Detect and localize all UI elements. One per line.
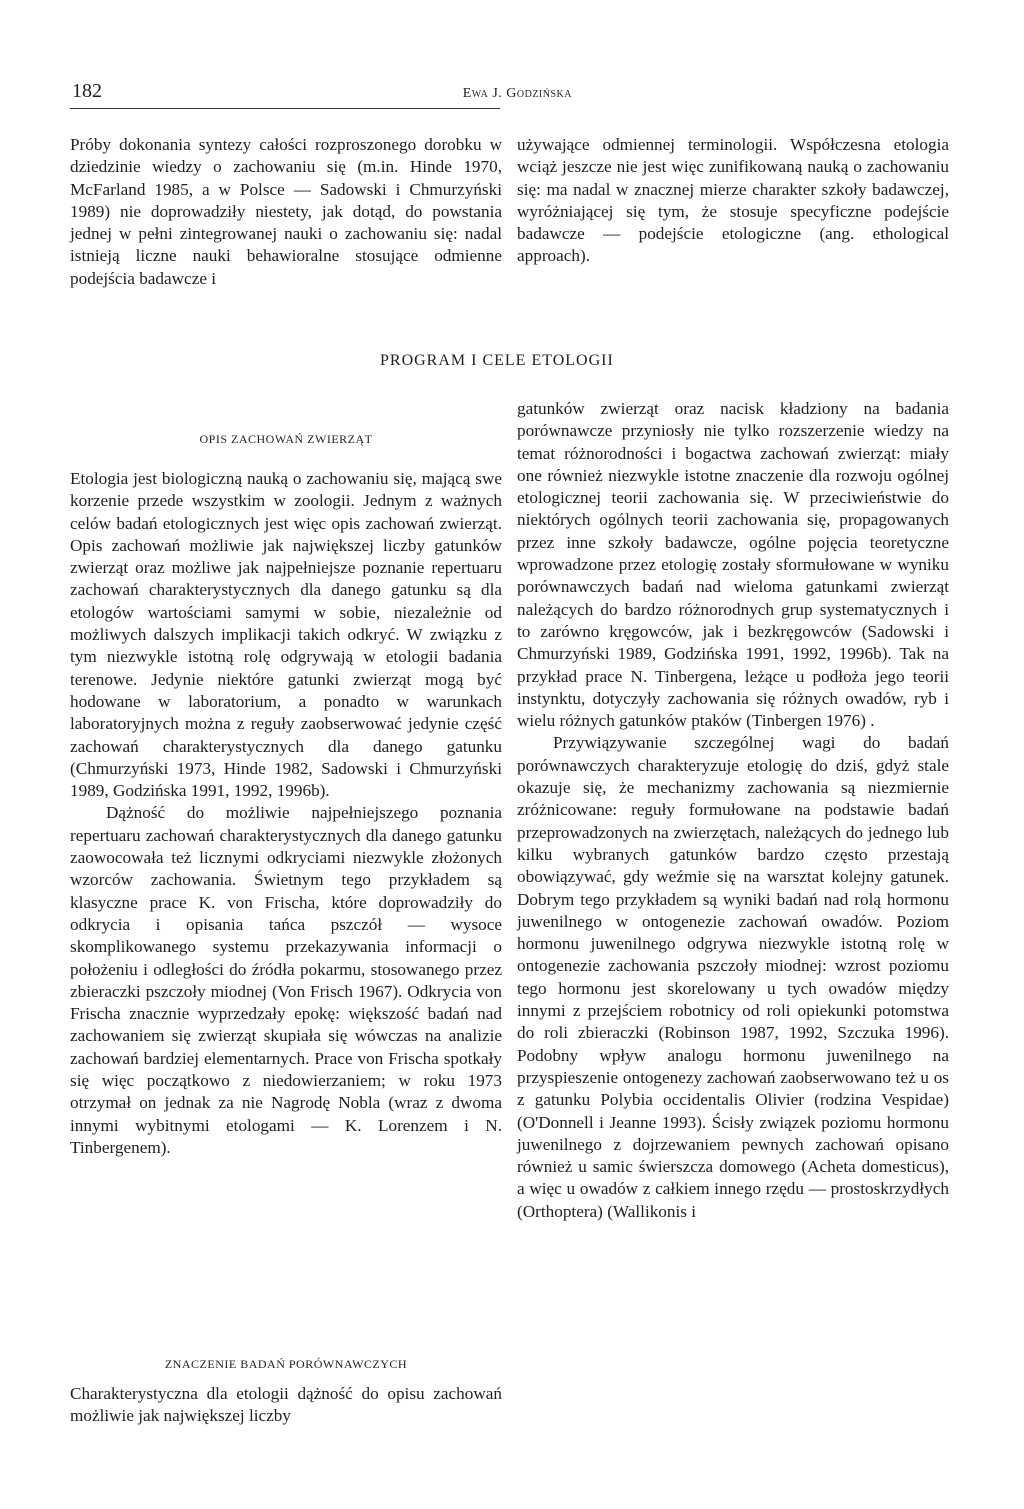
- section-heading: PROGRAM I CELE ETOLOGII: [380, 352, 614, 369]
- main-left-column: [70, 468, 502, 1159]
- main-right-column: [517, 398, 949, 1223]
- paragraph-right-1: gatunków zwierząt oraz nacisk kładziony na badania porównawcze przyniosły nie tylko rozszerzenie wiedzy na temat różnorodności i bogactwa zachowań zwierząt: miały one również niezwykle istotne znaczenie dla rozwoju ogólnej etologicznej teorii zachowania się. W przeciwieństwie do niektórych ogólnych teorii zachowania się, propagowanych przez inne szkoły badawcze, ogólne pojęcia teoretyczne wprowadzone przez etologię zostały sformułowane w wyniku porównawczych badań nad wieloma gatunkami zwierząt należących do bardzo różnorodnych grup systematycznych i to zarówno kręgowców, jak i bezkręgowców (Sadowski i Chmurzyński 1989, Godzińska 1991, 1992, 1996b). Tak na przykład prace N. Tinbergena, leżące u podłoża jego teorii instynktu, dotyczyły zachowania się różnych owadów, ryb i wielu różnych gatunków ptaków (Tinbergen 1976) .: [517, 399, 949, 731]
- subheading-znaczenie: ZNACZENIE BADAŃ PORÓWNAWCZYCH: [164, 1357, 408, 1371]
- intro-left-column: [70, 134, 502, 290]
- paragraph-left-3: Charakterystyczna dla etologii dążność do opisu zachowań możliwie jak największej liczby: [70, 1384, 502, 1426]
- bottom-left-column: [70, 1383, 502, 1428]
- intro-right-column: [517, 134, 949, 268]
- page-number: 182: [72, 80, 102, 102]
- intro-paragraph-right: używające odmiennej terminologii. Współczesna etologia wciąż jeszcze nie jest więc zunifikowaną nauką o zachowaniu się: ma nadal w znacznej mierze charakter szkoły badawczej, wyróżniającej się tym, że stosuje specyficzne podejście badawcze — podejście etologiczne (ang. ethological approach).: [517, 135, 949, 266]
- paragraph-left-2: Dążność do możliwie najpełniejszego poznania repertuaru zachowań charakterystycznych dla danego gatunku zaowocowała też licznymi odkryciami niezwykle złożonych wzorców zachowania. Świetnym tego przykładem są klasyczne prace K. von Frischa, które doprowadziły do odkrycia i opisania tańca pszczół — wysoce skomplikowanego systemu przekazywania informacji o położeniu i odległości do źródła pokarmu, stosowanego przez zbieraczki pszczoły miodnej (Von Frisch 1967). Odkrycia von Frischa znacznie wyprzedzały epokę: większość badań nad zachowaniem się zwierząt skupiała się wówczas na analizie zachowań bardziej elementarnych. Prace von Frischa spotkały się więc początkowo z niedowierzaniem; w roku 1973 otrzymał on jednak za nie Nagrodę Nobla (wraz z dwoma innymi wybitnymi etologami — K. Lorenzem i N. Tinbergenem).: [70, 803, 502, 1157]
- paragraph-left-1: Etologia jest biologiczną nauką o zachowaniu się, mającą swe korzenie przede wszystkim w zoologii. Jednym z ważnych celów badań etologicznych jest więc opis zachowań zwierząt. Opis zachowań możliwie jak największej liczby gatunków zwierząt oraz możliwe jak najpełniejsze poznanie repertuaru zachowań charakterystycznych dla danego gatunku są dla etologów wartościami samymi w sobie, niezależnie od możliwych dalszych implikacji takich odkryć. W związku z tym niezwykle istotną rolę odgrywają w etologii badania terenowe. Jedynie niektóre gatunki zwierząt mogą być hodowane w laboratorium, a ponadto w warunkach laboratoryjnych można z reguły zaobserwować jedynie część zachowań charakterystycznych dla danego gatunku (Chmurzyński 1973, Hinde 1982, Sadowski i Chmurzyński 1989, Godzińska 1991, 1992, 1996b).: [70, 469, 502, 801]
- running-head: Ewa J. Godzińska: [462, 86, 572, 101]
- paragraph-right-2: Przywiązywanie szczególnej wagi do badań porównawczych charakteryzuje etologię do dziś, gdyż stale okazuje się, że mechanizmy zachowania są niezmiernie zróżnicowane: reguły formułowane na podstawie badań przeprowadzonych na zwierzętach, należących do jednego lub kilku wybranych gatunków bardzo często przestają obowiązywać, gdy weźmie się na warsztat kolejny gatunek. Dobrym tego przykładem są wyniki badań nad rolą hormonu juwenilnego w ontogenezie zachowań owadów. Poziom hormonu juwenilnego odgrywa niezwykle istotną rolę w ontogenezie zachowania pszczoły miodnej: wzrost poziomu tego hormonu jest skorelowany u tych owadów między innymi z przejściem robotnicy od roli opiekunki potomstwa do roli zbieraczki (Robinson 1987, 1992, Szczuka 1996). Podobny wpływ analogu hormonu juwenilnego na przyspieszenie ontogenezy zachowań zaobserwowano też u os z gatunku Polybia occidentalis Olivier (rodzina Vespidae) (O'Donnell i Jeanne 1993). Ścisły związek poziomu hormonu juwenilnego z dojrzewaniem pewnych zachowań opisano również u samic świerszcza domowego (Acheta domesticus), a więc u owadów z całkiem innego rzędu — prostoskrzydłych (Orthoptera) (Wallikonis i: [517, 733, 949, 1221]
- page-header: [70, 80, 572, 109]
- intro-paragraph-left: Próby dokonania syntezy całości rozproszonego dorobku w dziedzinie wiedzy o zachowaniu się (m.in. Hinde 1970, McFarland 1985, a w Polsce — Sadowski i Chmurzyński 1989) nie doprowadziły niestety, jak dotąd, do powstania jednej w pełni zintegrowanej nauki o zachowaniu się: nadal istnieją liczne nauki behawioralne stosujące odmienne podejścia badawcze i: [70, 135, 502, 288]
- subheading-opis: OPIS ZACHOWAŃ ZWIERZĄT: [199, 432, 373, 446]
